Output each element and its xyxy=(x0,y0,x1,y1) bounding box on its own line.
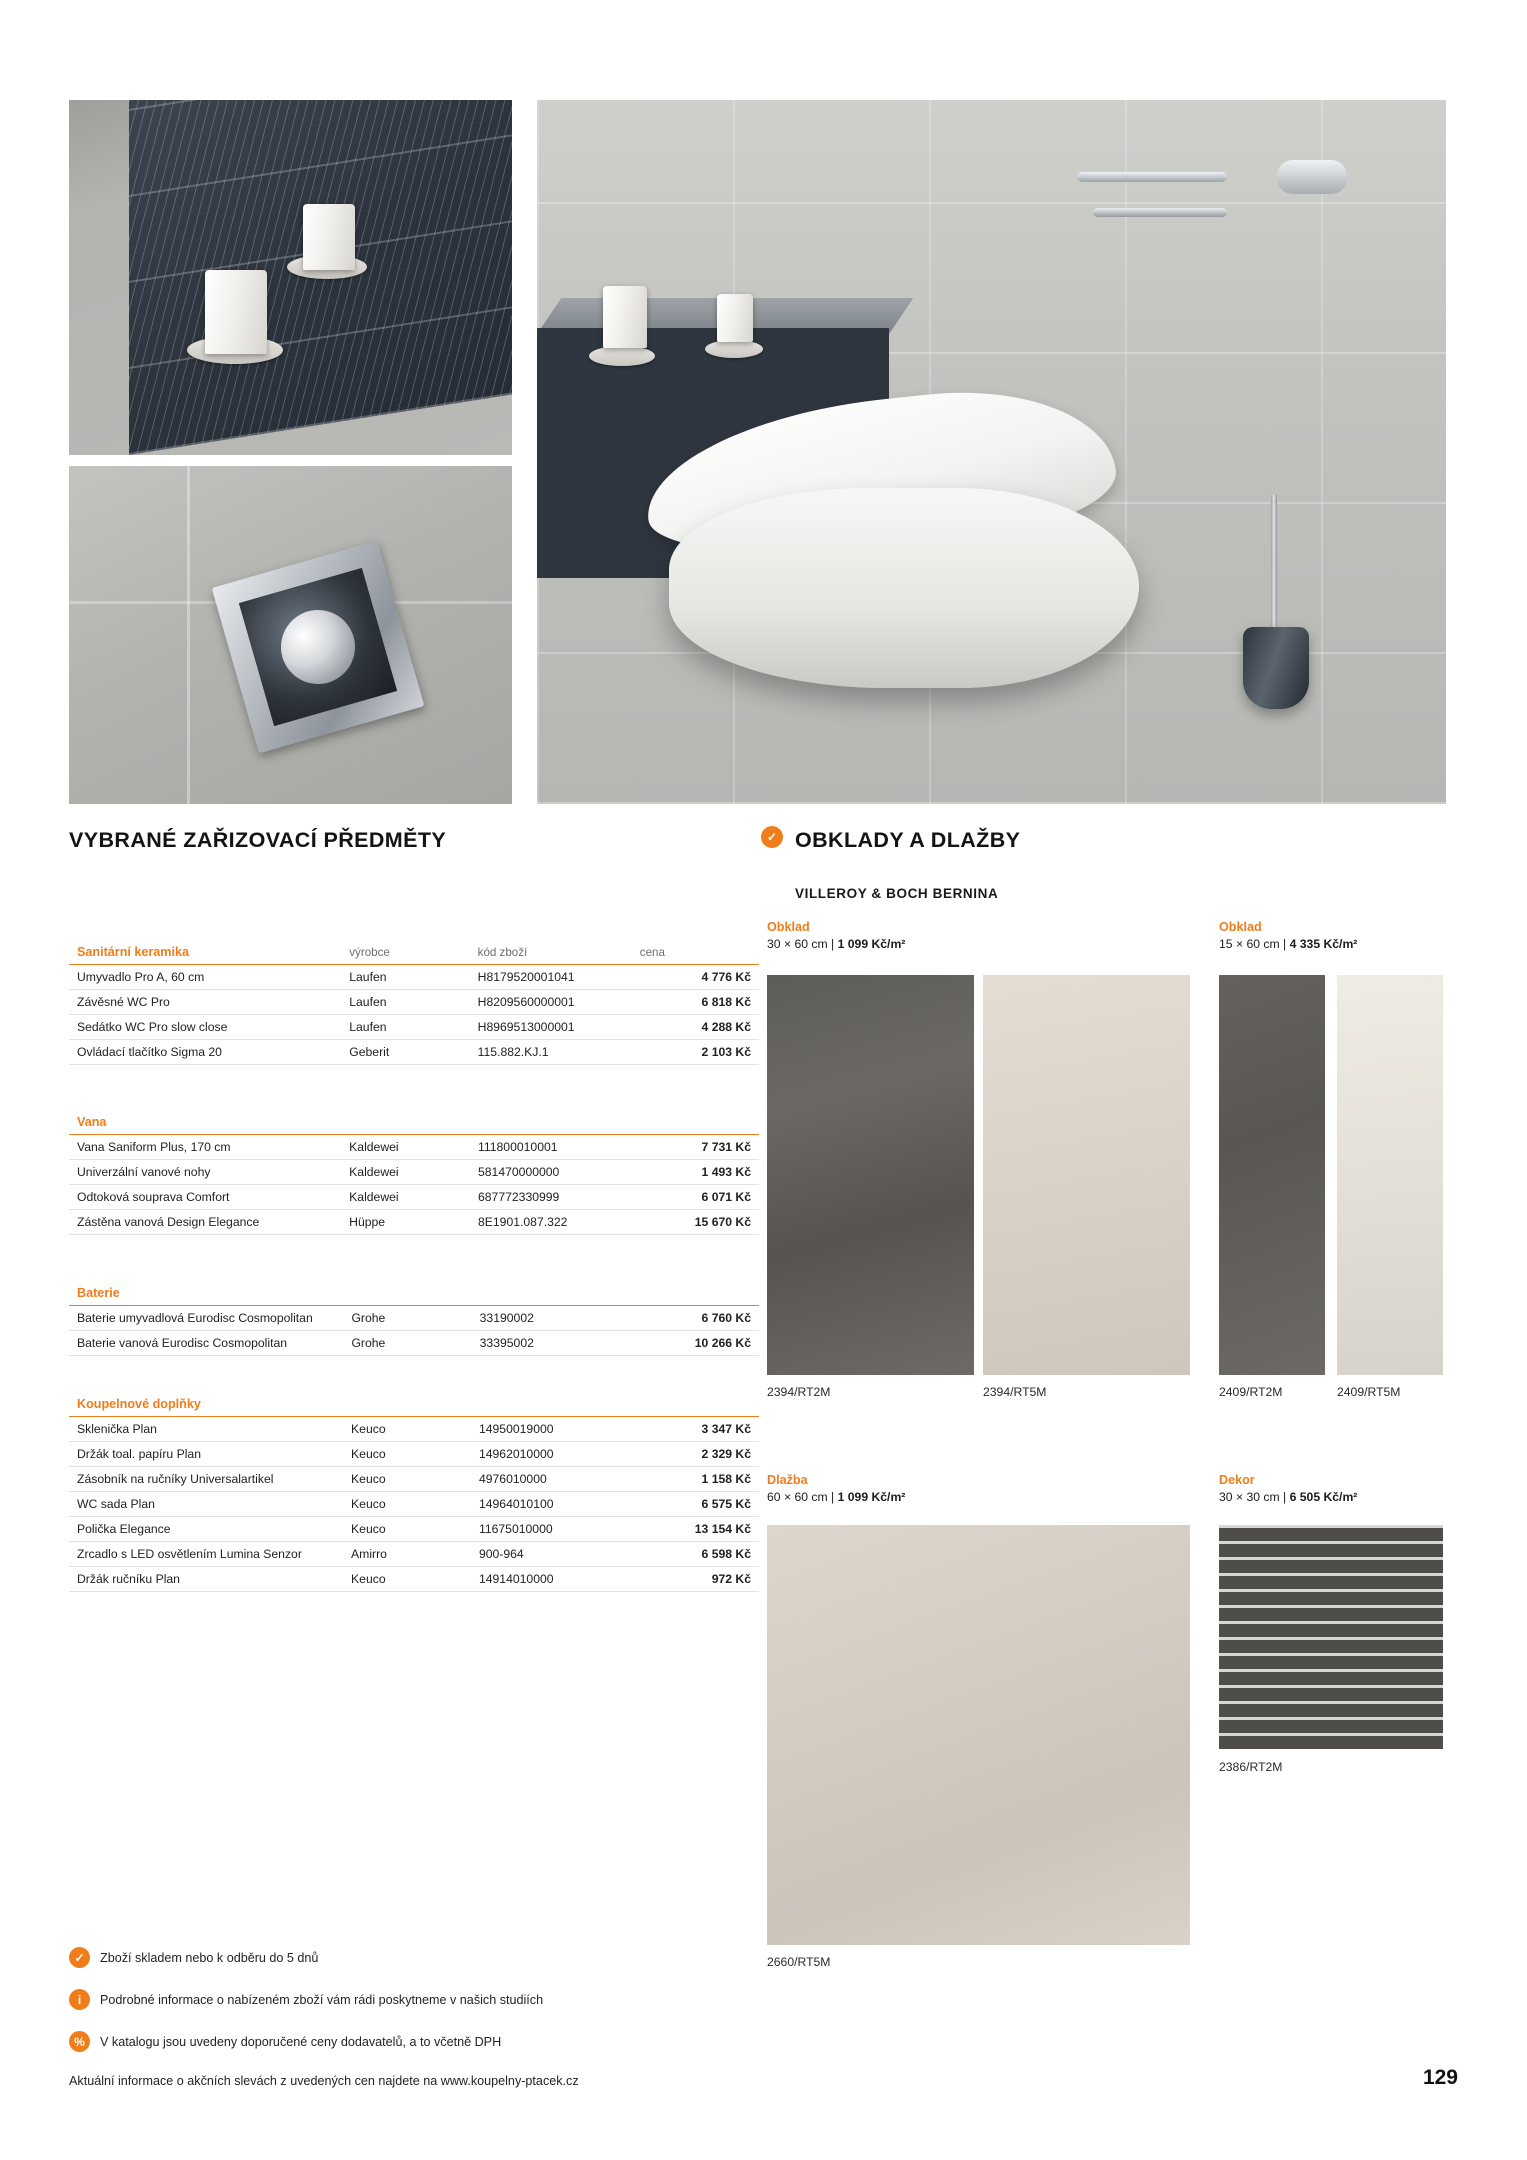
tile-code: 2660/RT5M xyxy=(767,1955,831,1969)
cell-maker: Keuco xyxy=(343,1492,471,1517)
tile-category: Obklad xyxy=(1219,920,1262,934)
photo-dark-tiles-candles xyxy=(69,100,512,455)
tile-swatch-2409-rt2m xyxy=(1219,975,1325,1375)
tile-sep: | xyxy=(831,937,835,951)
cell-price: 6 760 Kč xyxy=(631,1306,759,1331)
toilet-brush-set xyxy=(1227,495,1323,705)
tile-category: Dlažba xyxy=(767,1473,808,1487)
tile-sep: | xyxy=(1283,1490,1287,1504)
cell-maker: Amirro xyxy=(343,1542,471,1567)
tile-size: 60 × 60 cm xyxy=(767,1490,828,1504)
cell-name: Držák ručníku Plan xyxy=(69,1567,343,1592)
section-title-tiles: OBKLADY A DLAŽBY xyxy=(795,828,1021,852)
cell-maker: Keuco xyxy=(343,1567,471,1592)
cell-maker: Hüppe xyxy=(341,1210,470,1235)
stock-icon xyxy=(761,826,785,850)
table-row xyxy=(69,1517,759,1542)
cell-price: 2 103 Kč xyxy=(632,1040,759,1065)
tile-code: 2409/RT2M xyxy=(1219,1385,1283,1399)
col-code: kód zboží xyxy=(470,940,632,965)
tile-meta xyxy=(767,937,1107,951)
cell-price: 6 818 Kč xyxy=(632,990,759,1015)
cell-price: 6 575 Kč xyxy=(631,1492,759,1517)
cell-code: 115.882.KJ.1 xyxy=(470,1040,632,1065)
tile-code: 2394/RT2M xyxy=(767,1385,831,1399)
tile-meta xyxy=(1219,1490,1479,1504)
wall-hook xyxy=(1277,160,1347,194)
toilet-bowl xyxy=(669,488,1139,688)
cell-name: Držák toal. papíru Plan xyxy=(69,1442,343,1467)
table-row xyxy=(69,1306,759,1331)
tile-category: Obklad xyxy=(767,920,810,934)
table-row xyxy=(69,1492,759,1517)
cell-code: 687772330999 xyxy=(470,1185,631,1210)
cell-name: Polička Elegance xyxy=(69,1517,343,1542)
cell-code: 33190002 xyxy=(472,1306,631,1331)
tile-block-obklad-15x60 xyxy=(1219,920,1479,960)
tile-swatch-2660-rt5m xyxy=(767,1525,1190,1945)
table-group-title: Koupelnové doplňky xyxy=(69,1392,759,1417)
cell-price: 1 158 Kč xyxy=(631,1467,759,1492)
stock-icon: ✓ xyxy=(69,1947,90,1968)
cell-code: H8179520001041 xyxy=(470,965,632,990)
tile-size: 30 × 60 cm xyxy=(767,937,828,951)
cell-name: Sklenička Plan xyxy=(69,1417,343,1442)
cell-code: 581470000000 xyxy=(470,1160,631,1185)
cell-maker: Laufen xyxy=(341,990,469,1015)
table-sanitary-ceramics xyxy=(69,940,759,1065)
candle-base xyxy=(589,346,655,366)
info-icon: i xyxy=(69,1989,90,2010)
cell-price: 4 288 Kč xyxy=(632,1015,759,1040)
footer-note-stock xyxy=(69,1947,318,1968)
cell-maker: Laufen xyxy=(341,965,469,990)
tile-sep: | xyxy=(831,1490,835,1504)
cell-name: Zástěna vanová Design Elegance xyxy=(69,1210,341,1235)
tile-meta xyxy=(1219,937,1479,951)
cell-code: 4976010000 xyxy=(471,1467,631,1492)
cell-code: H8209560000001 xyxy=(470,990,632,1015)
cell-price: 10 266 Kč xyxy=(631,1331,759,1356)
cell-price: 7 731 Kč xyxy=(631,1135,759,1160)
footer-disclaimer: Aktuální informace o akčních slevách z uvedených cen najdete na www.koupelny-ptacek.cz xyxy=(69,2074,579,2088)
cell-maker: Keuco xyxy=(343,1467,471,1492)
table-group-title: Vana xyxy=(69,1110,759,1135)
table-group-title: Baterie xyxy=(69,1281,759,1306)
cell-code: 111800010001 xyxy=(470,1135,631,1160)
section-title-furnishings: VYBRANÉ ZAŘIZOVACÍ PŘEDMĚTY xyxy=(69,828,447,852)
table-row xyxy=(69,1331,759,1356)
cell-code: 14950019000 xyxy=(471,1417,631,1442)
towel-rail-bar-lower xyxy=(1093,208,1227,217)
cell-maker: Laufen xyxy=(341,1015,469,1040)
cell-price: 3 347 Kč xyxy=(631,1417,759,1442)
tile-swatch-2394-rt2m xyxy=(767,975,974,1375)
tile-block-dlazba-60x60 xyxy=(767,1473,1107,1513)
tile-meta xyxy=(767,1490,1107,1504)
tile-swatch-2394-rt5m xyxy=(983,975,1190,1375)
cell-price: 4 776 Kč xyxy=(632,965,759,990)
percent-icon: % xyxy=(69,2031,90,2052)
table-header-row xyxy=(69,1392,759,1417)
cell-maker: Keuco xyxy=(343,1417,471,1442)
tile-size: 15 × 60 cm xyxy=(1219,937,1280,951)
tile-code: 2394/RT5M xyxy=(983,1385,1047,1399)
tile-size: 30 × 30 cm xyxy=(1219,1490,1280,1504)
cell-code: 33395002 xyxy=(472,1331,631,1356)
cell-code: 11675010000 xyxy=(471,1517,631,1542)
cell-maker: Keuco xyxy=(343,1442,471,1467)
towel-rail xyxy=(1077,142,1257,232)
cell-maker: Grohe xyxy=(343,1306,471,1331)
photo-bathroom-interior xyxy=(537,100,1446,804)
table-row xyxy=(69,1015,759,1040)
tile-price: 4 335 Kč/m² xyxy=(1289,937,1358,951)
brush-handle xyxy=(1271,495,1277,645)
table-row xyxy=(69,1467,759,1492)
table-row xyxy=(69,990,759,1015)
cell-name: Zrcadlo s LED osvětlením Lumina Senzor xyxy=(69,1542,343,1567)
cell-name: Baterie umyvadlová Eurodisc Cosmopolitan xyxy=(69,1306,343,1331)
table-header-row xyxy=(69,1110,759,1135)
cell-name: Odtoková souprava Comfort xyxy=(69,1185,341,1210)
cell-code: 14964010100 xyxy=(471,1492,631,1517)
tile-code: 2386/RT2M xyxy=(1219,1760,1283,1774)
candle-base xyxy=(705,340,763,358)
cell-name: WC sada Plan xyxy=(69,1492,343,1517)
cell-code: 900-964 xyxy=(471,1542,631,1567)
cell-name: Závěsné WC Pro xyxy=(69,990,341,1015)
cell-maker: Kaldewei xyxy=(341,1160,470,1185)
table-bathtub xyxy=(69,1110,759,1235)
cell-maker: Keuco xyxy=(343,1517,471,1542)
cell-name: Baterie vanová Eurodisc Cosmopolitan xyxy=(69,1331,343,1356)
table-row xyxy=(69,1542,759,1567)
tile-sep: | xyxy=(1283,937,1287,951)
table-header-row xyxy=(69,940,759,965)
table-row xyxy=(69,1160,759,1185)
table-header-row xyxy=(69,1281,759,1306)
candle xyxy=(603,286,647,348)
tile-price: 6 505 Kč/m² xyxy=(1289,1490,1358,1504)
table-group-title: Sanitární keramika xyxy=(69,940,341,965)
cell-code: 14962010000 xyxy=(471,1442,631,1467)
tile-code: 2409/RT5M xyxy=(1337,1385,1401,1399)
tile-price: 1 099 Kč/m² xyxy=(837,1490,906,1504)
cell-price: 13 154 Kč xyxy=(631,1517,759,1542)
table-row xyxy=(69,1567,759,1592)
table-faucets xyxy=(69,1281,759,1356)
candle xyxy=(717,294,753,342)
cell-price: 6 598 Kč xyxy=(631,1542,759,1567)
cell-maker: Geberit xyxy=(341,1040,469,1065)
table-row xyxy=(69,1185,759,1210)
table-accessories xyxy=(69,1392,759,1592)
cell-maker: Kaldewei xyxy=(341,1185,470,1210)
tile-block-dekor-30x30 xyxy=(1219,1473,1479,1513)
page-number: 129 xyxy=(1422,2066,1458,2089)
table-row xyxy=(69,965,759,990)
cell-price: 2 329 Kč xyxy=(631,1442,759,1467)
table-row xyxy=(69,1210,759,1235)
brand-name: VILLEROY & BOCH BERNINA xyxy=(795,886,999,901)
table-row xyxy=(69,1417,759,1442)
photo-floor-drain xyxy=(69,466,512,804)
cell-code: 8E1901.087.322 xyxy=(470,1210,631,1235)
table-row xyxy=(69,1442,759,1467)
cell-code: H8969513000001 xyxy=(470,1015,632,1040)
tile-price: 1 099 Kč/m² xyxy=(837,937,906,951)
table-row xyxy=(69,1135,759,1160)
footer-note-text: Zboží skladem nebo k odběru do 5 dnů xyxy=(100,1950,319,1965)
cell-name: Sedátko WC Pro slow close xyxy=(69,1015,341,1040)
tile-swatch-2409-rt5m xyxy=(1337,975,1443,1375)
brush-cup xyxy=(1243,627,1309,709)
tile-category: Dekor xyxy=(1219,1473,1255,1487)
cell-maker: Grohe xyxy=(343,1331,471,1356)
cell-price: 6 071 Kč xyxy=(631,1185,759,1210)
cell-name: Umyvadlo Pro A, 60 cm xyxy=(69,965,341,990)
cell-maker: Kaldewei xyxy=(341,1135,470,1160)
candle xyxy=(205,270,267,354)
col-maker: výrobce xyxy=(341,940,469,965)
col-price: cena xyxy=(632,940,759,965)
footer-note-text: Podrobné informace o nabízeném zboží vám rádi poskytneme v našich studiích xyxy=(100,1992,544,2007)
footer-note-info xyxy=(69,1989,543,2010)
table-row xyxy=(69,1040,759,1065)
cell-code: 14914010000 xyxy=(471,1567,631,1592)
tile-swatch-2386-rt2m xyxy=(1219,1525,1443,1749)
cell-name: Zásobník na ručníky Universalartikel xyxy=(69,1467,343,1492)
wall-hung-toilet xyxy=(645,400,1165,730)
cell-price: 1 493 Kč xyxy=(631,1160,759,1185)
cell-price: 972 Kč xyxy=(631,1567,759,1592)
cell-name: Vana Saniform Plus, 170 cm xyxy=(69,1135,341,1160)
cell-name: Univerzální vanové nohy xyxy=(69,1160,341,1185)
footer-note-price xyxy=(69,2031,501,2052)
cell-name: Ovládací tlačítko Sigma 20 xyxy=(69,1040,341,1065)
towel-rail-bar xyxy=(1077,172,1227,182)
footer-note-text: V katalogu jsou uvedeny doporučené ceny dodavatelů, a to včetně DPH xyxy=(100,2034,502,2049)
cell-price: 15 670 Kč xyxy=(631,1210,759,1235)
stock-icon-badge: ✓ xyxy=(761,826,783,848)
tile-block-obklad-30x60 xyxy=(767,920,1107,960)
candle xyxy=(303,204,355,270)
